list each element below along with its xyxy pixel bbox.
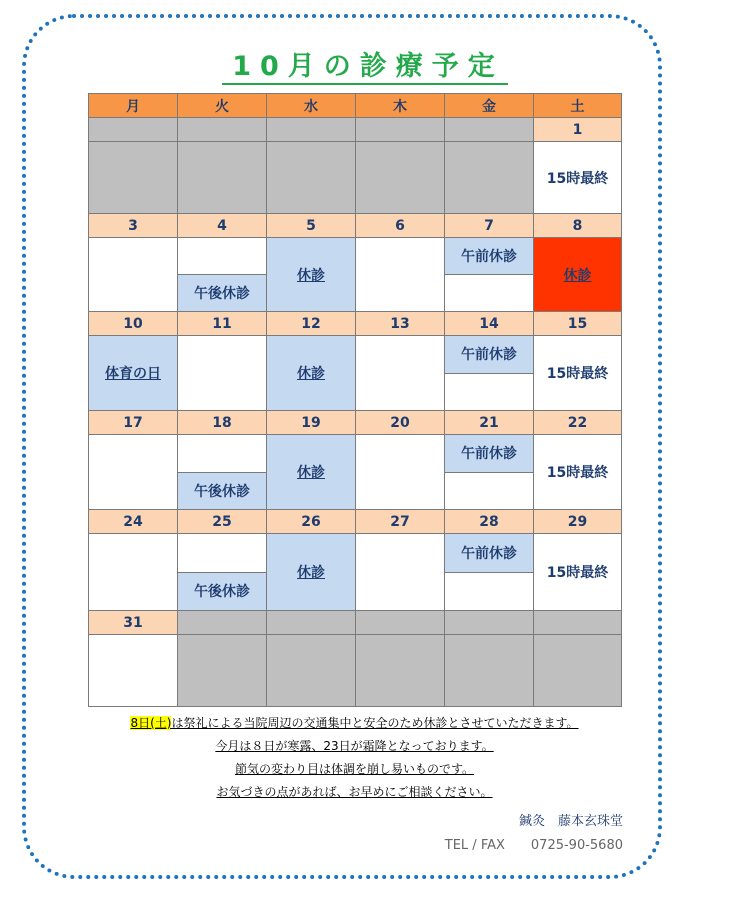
date-15: 15 <box>534 312 622 336</box>
day-cell <box>356 238 445 312</box>
empty-date-cell <box>445 611 534 635</box>
morning-off-cell <box>445 238 534 312</box>
morning-off-cell <box>445 534 534 611</box>
open-slot <box>178 435 266 473</box>
calendar-title-wrap <box>0 51 730 85</box>
day-cell <box>356 336 445 411</box>
date-14: 14 <box>445 312 534 336</box>
weekday-fri: 金 <box>445 94 534 118</box>
afternoon-off-label: 午後休診 <box>178 275 266 311</box>
morning-off-label: 午前休診 <box>445 435 533 473</box>
date-5: 5 <box>267 214 356 238</box>
day-cell <box>89 435 178 510</box>
date-27: 27 <box>356 510 445 534</box>
date-28: 28 <box>445 510 534 534</box>
date-22: 22 <box>534 411 622 435</box>
week-2-body <box>89 238 622 312</box>
week-2-dates <box>89 214 622 238</box>
open-slot <box>178 534 266 573</box>
empty-day-cell <box>178 635 267 707</box>
date-17: 17 <box>89 411 178 435</box>
date-10: 10 <box>89 312 178 336</box>
clinic-name: 鍼灸 藤本玄珠堂 <box>518 814 623 829</box>
notice-line-4: お気づきの点があれば、お早めにご相談ください。 <box>216 785 493 799</box>
date-11: 11 <box>178 312 267 336</box>
empty-day-cell <box>89 142 178 214</box>
open-slot <box>178 238 266 275</box>
afternoon-off-label: 午後休診 <box>178 473 266 510</box>
closed-cell: 休診 <box>267 336 356 411</box>
date-31: 31 <box>89 611 178 635</box>
empty-day-cell <box>534 635 622 707</box>
week-5-body <box>89 534 622 611</box>
notice-line-1-text: は祭礼による当院周辺の交通集中と安全のため休診とさせていただきます。 <box>171 716 579 730</box>
empty-date-cell <box>445 118 534 142</box>
date-18: 18 <box>178 411 267 435</box>
week-3-body <box>89 336 622 411</box>
sports-day-cell: 体育の日 <box>89 336 178 411</box>
sat-last-22: 15時最終 <box>534 435 622 510</box>
afternoon-off-cell <box>178 534 267 611</box>
afternoon-off-label: 午後休診 <box>178 573 266 611</box>
empty-date-cell <box>178 611 267 635</box>
date-6: 6 <box>356 214 445 238</box>
weekday-mon: 月 <box>89 94 178 118</box>
open-slot <box>445 374 533 411</box>
date-20: 20 <box>356 411 445 435</box>
date-7: 7 <box>445 214 534 238</box>
sat-last-29: 15時最終 <box>534 534 622 611</box>
empty-date-cell <box>178 118 267 142</box>
afternoon-off-cell <box>178 435 267 510</box>
closed-cell: 休診 <box>267 238 356 312</box>
date-26: 26 <box>267 510 356 534</box>
empty-day-cell <box>445 142 534 214</box>
date-19: 19 <box>267 411 356 435</box>
calendar-table <box>88 93 622 707</box>
open-slot <box>445 573 533 611</box>
weekday-thu: 木 <box>356 94 445 118</box>
empty-day-cell <box>445 635 534 707</box>
contact-number: TEL / FAX 0725-90-5680 <box>444 838 623 853</box>
day-cell <box>89 238 178 312</box>
week-6-dates <box>89 611 622 635</box>
empty-day-cell <box>267 142 356 214</box>
empty-day-cell <box>178 142 267 214</box>
empty-date-cell <box>89 118 178 142</box>
open-slot <box>445 275 533 311</box>
festival-date-highlight: 8日(土) <box>130 716 172 730</box>
date-4: 4 <box>178 214 267 238</box>
afternoon-off-cell <box>178 238 267 312</box>
open-slot <box>445 473 533 510</box>
closed-festival-cell: 休診 <box>534 238 622 312</box>
empty-day-cell <box>356 635 445 707</box>
weekday-header-row <box>89 94 622 118</box>
day-cell <box>356 435 445 510</box>
morning-off-label: 午前休診 <box>445 534 533 573</box>
sat-last-1: 15時最終 <box>534 142 622 214</box>
week-1-dates <box>89 118 622 142</box>
date-21: 21 <box>445 411 534 435</box>
week-1-body <box>89 142 622 214</box>
empty-date-cell <box>534 611 622 635</box>
notice-block <box>88 712 621 804</box>
empty-date-cell <box>267 611 356 635</box>
week-3-dates <box>89 312 622 336</box>
notice-line-2: 今月は８日が寒露、23日が霜降となっております。 <box>215 739 494 753</box>
notice-line-3: 節気の変わり目は体調を崩し易いものです。 <box>234 762 475 776</box>
date-24: 24 <box>89 510 178 534</box>
date-29: 29 <box>534 510 622 534</box>
week-4-body <box>89 435 622 510</box>
date-1: 1 <box>534 118 622 142</box>
morning-off-cell <box>445 336 534 411</box>
notice-line-1 <box>88 712 621 735</box>
week-6-body <box>89 635 622 707</box>
empty-day-cell <box>356 142 445 214</box>
weekday-tue: 火 <box>178 94 267 118</box>
closed-cell: 休診 <box>267 534 356 611</box>
calendar-title: 10月の診療予定 <box>222 51 508 85</box>
empty-date-cell <box>267 118 356 142</box>
day-cell <box>356 534 445 611</box>
empty-date-cell <box>356 118 445 142</box>
weekday-sat: 土 <box>534 94 622 118</box>
closed-cell: 休診 <box>267 435 356 510</box>
sat-last-15: 15時最終 <box>534 336 622 411</box>
week-5-dates <box>89 510 622 534</box>
weekday-wed: 水 <box>267 94 356 118</box>
empty-date-cell <box>356 611 445 635</box>
day-cell <box>89 635 178 707</box>
empty-day-cell <box>267 635 356 707</box>
date-8: 8 <box>534 214 622 238</box>
date-13: 13 <box>356 312 445 336</box>
date-3: 3 <box>89 214 178 238</box>
day-cell <box>178 336 267 411</box>
date-25: 25 <box>178 510 267 534</box>
day-cell <box>89 534 178 611</box>
morning-off-cell <box>445 435 534 510</box>
date-12: 12 <box>267 312 356 336</box>
morning-off-label: 午前休診 <box>445 336 533 374</box>
morning-off-label: 午前休診 <box>445 238 533 275</box>
week-4-dates <box>89 411 622 435</box>
